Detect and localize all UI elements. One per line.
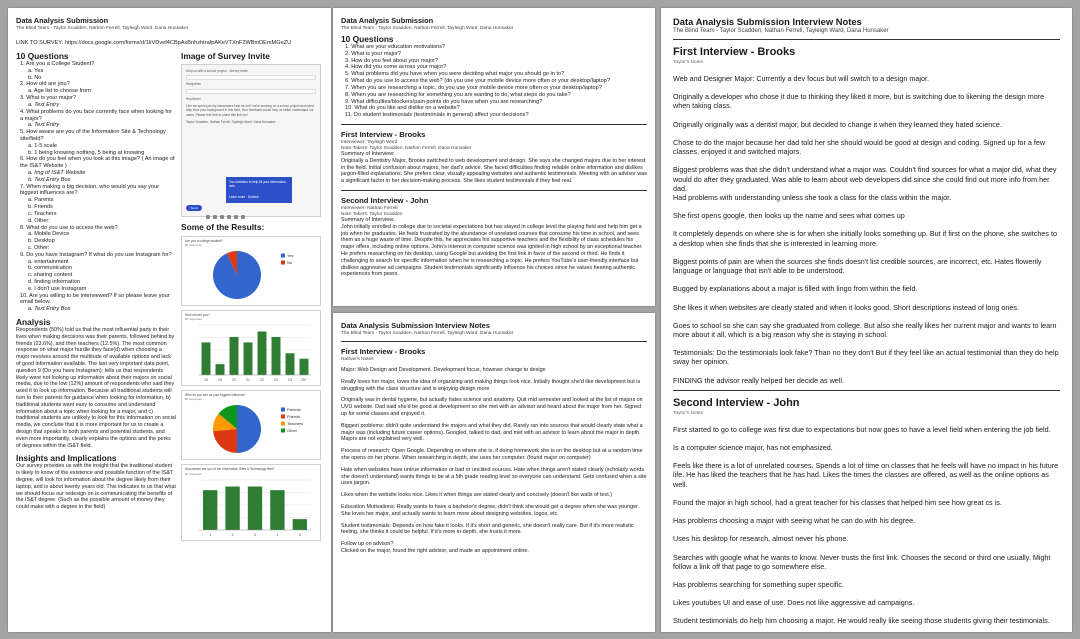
answer-letter: b. — [28, 74, 33, 81]
survey-body: Like we spent just my classmates help us out? we're working on a school project and need help from your background in this field. Your feedback would help us better understand our users. Please feel free to share this link too! — [186, 103, 314, 117]
interview-question-text: What difficulties/blockers/pain points do you have when you are researching? — [351, 98, 543, 105]
note-paragraph: Is a computer science major, has not emphasized. — [673, 443, 833, 453]
first-notes-paragraphs — [673, 74, 1060, 385]
question-number: 4. — [20, 108, 25, 115]
note-paragraph: First started to go to college was first due to expectations but now goes to have a level field when entering the job field. — [673, 424, 1051, 434]
answer-letter: e. — [28, 285, 33, 292]
right-column — [181, 48, 324, 541]
answer-option — [16, 204, 176, 211]
answer-option — [16, 259, 176, 266]
legend-swatch — [281, 422, 285, 426]
doc-title: Data Analysis Submission Interview Notes — [673, 16, 862, 27]
answer-letter: c. — [28, 244, 33, 251]
second-interview-meta: Interviewer: Nathan Ferrell — [341, 205, 398, 211]
note-paragraph: Originally was in dental hygiene, but actually hates science and anatomy. Quit mid semester and looked at the list of majors on UVU website. Dad said she'd be good at development so she met with an advisor and heard about the major from her. Signed up for some classes and enjoyed it. — [341, 397, 643, 417]
second-notes-paragraphs — [673, 425, 1060, 626]
chart-svg — [185, 401, 317, 457]
note-paragraph: Student testimonials do help him choosing a major. He would really like seeing those students giving their testimonials. — [673, 616, 1050, 626]
note-paragraph: Process of research: Open Google. Depending on where she is, if doing homework she is on the desktop but at a random time she opens on her phone. When researching in depth, she uses her computer. (found major on computer) — [341, 448, 643, 461]
tick-label: 19 — [218, 378, 222, 383]
insights-heading: Insights and Implications — [16, 453, 117, 464]
note-paragraph: Likes youtubes UI and ease of use. Does not like aggressive ad campaigns. — [673, 598, 915, 608]
question-item — [16, 95, 176, 102]
notes-by: Taylor's Notes — [673, 60, 703, 65]
interview-question-text: What do you use to access the web? (do you use your mobile device more often or your desktop/laptop? — [351, 78, 610, 85]
answer-text: I don't use Instagram — [34, 285, 87, 292]
tick-label: 21 — [246, 378, 250, 383]
first-interview-meta: Note-Takers: Taylor Scadden, Nathan Ferrell, Dana Hunsaker — [341, 145, 472, 151]
answer-letter: a. — [28, 122, 33, 129]
chart-responses: 56 responses — [185, 317, 202, 322]
bar — [300, 359, 309, 375]
answer-letter: b. — [28, 149, 33, 156]
question-text: Do you have Instagram? If what do you use Instagram for? — [26, 251, 172, 258]
note-paragraph: Chose to do the major because her dad told her she should would be good at design and coding. Signed up for a few classes, enjoyed it and switched majors. — [673, 137, 1046, 157]
note-paragraph: Likes when the website looks nice. Likes it when things are stated clearly and concisely (doesn't like walls of text.) — [341, 492, 612, 499]
results-heading: Some of the Results: — [181, 222, 265, 232]
survey-card — [226, 177, 292, 203]
bar — [225, 486, 239, 529]
question-item — [16, 81, 176, 88]
first-interview-heading: First Interview - Brooks — [341, 347, 426, 356]
interview-question: 2. What is your major? — [345, 50, 401, 57]
note-paragraph: Biggest points of pain are when the sources she finds doesn't list credible sources, are incorrect, etc. Hates flowerily language or language that isn't able to be understood. — [673, 256, 1042, 276]
bar — [203, 490, 217, 530]
legend-label: No — [287, 260, 293, 266]
questions-list — [16, 61, 176, 313]
answer-text: sharing content — [33, 272, 73, 279]
answer-text: 1 being knowing nothing, 5 being at knowing — [34, 149, 145, 156]
question-text: Are you willing to be interviewed? If so please leave your email below. — [20, 292, 170, 306]
tick-label: 24 — [288, 378, 292, 383]
doc-authors: The Blind Team - Taylor Scadden, Nathan Ferrell, Tayleigh Ward, Dana Hunsaker — [16, 26, 189, 31]
answer-text: 1-5 scale — [34, 142, 57, 149]
result-chart — [181, 464, 321, 540]
survey-invite-image — [181, 64, 321, 217]
note-paragraph: Searches with google what he wants to know. Never trusts the first link. Chooses the second or third one usually. Might follow a link off that page to go somewhere else. — [673, 552, 1051, 571]
bar — [216, 364, 225, 375]
first-summary: Originally a Dentistry Major, Brooks switched to web development and design. She says she changed majors due to her interest in the field. Initial confusion about majors, her dad's advice. She faced difficulties finding reliable online information and dislikes jargon-filled explanations. She prefers clear, visually appealing websites and authentic testimonials. Meeting with an advisor was a significant factor in her decision-making process. She likes student testimonials if they feel real. — [341, 157, 647, 185]
interview-question: 9. What difficulties/blockers/pain points do you have when you are researching? — [345, 98, 543, 105]
survey-signature: Taylor Scadden, Nathan Ferrell, Tayleigh Ward, Dana Hunsaker — [186, 119, 276, 124]
note-paragraph: Biggest problems: didn't quite understand the majors and what they did. Rarely ran into sources that would clearly state what a major was (including future career options). Googled, talked to dad, and met with an advisor to learn about the major in depth. Majors are not explained very well. — [341, 422, 643, 443]
question-number: 2. — [20, 81, 25, 88]
summary-label: Summary of Interview: — [341, 150, 395, 157]
answer-option — [16, 150, 176, 157]
answer-option — [16, 272, 176, 279]
chart-responses: 56 responses — [185, 397, 202, 402]
insights-text: Our survey provides us with the insight that the traditional student is likely to know of the existence and possible function of the IS&T degree, will look for information about the degree likely from their laptop, and is about twenty years old. This indicates to us that what we should focus our redesign on is communicating the benefits of the IS&T degree. (Such as the possible amount of money they could make with a degree in the field) — [16, 463, 176, 511]
question-text: What do you use to access the web? — [26, 224, 118, 231]
interview-question-text: When you are researching a topic, do you use your mobile device more often or your desktop/laptop? — [351, 84, 602, 91]
chart-svg — [185, 476, 317, 538]
survey-greeting: Hey there! — [186, 96, 201, 101]
interview-question: 5. What problems did you have when you were deciding what major you should go in to? — [345, 71, 565, 78]
question-number: 6. — [20, 156, 25, 163]
bar — [244, 343, 253, 376]
interview-question-text: What do you like and dislike on a website? — [354, 105, 460, 112]
answer-text: Parents — [34, 197, 54, 204]
answer-option — [16, 231, 176, 238]
first-interview-meta: Interviewer: Tayleigh Ward — [341, 139, 398, 145]
bar — [258, 332, 267, 375]
bar — [286, 354, 295, 376]
results-charts — [181, 236, 324, 541]
question-number: 5. — [20, 129, 25, 136]
answer-letter: b. — [28, 265, 33, 272]
answer-option — [16, 218, 176, 225]
divider — [341, 341, 647, 342]
divider — [341, 190, 647, 191]
note-paragraph: Has problems choosing a major with seeing what he can do with his degree. — [673, 516, 916, 526]
answer-text: finding information — [34, 279, 80, 285]
doc-title: Data Analysis Submission Interview Notes — [341, 321, 490, 330]
tick-label: 2 — [231, 532, 234, 537]
question-item — [16, 156, 176, 170]
answer-text: Teachers — [33, 210, 57, 217]
answer-option — [16, 245, 176, 252]
survey-subject: Help us with a school project - Survey invite — [186, 69, 248, 73]
question-number: 7. — [20, 183, 25, 190]
legend-label: Parents — [287, 407, 301, 413]
second-interview-heading: Second Interview - John — [673, 396, 800, 409]
tick-label: 22 — [260, 378, 264, 383]
interview-question-text: How did you come across your major? — [351, 64, 447, 71]
answer-letter: d. — [28, 279, 33, 285]
note-paragraph: Follow up on advisor? Clicked on the major, found the right advisor, and made an appointment online. — [341, 541, 529, 554]
note-paragraph: She first opens google, then looks up the name and sees what comes up — [673, 211, 905, 221]
answer-text: entertainment — [34, 258, 69, 265]
answer-text: Text Entry Box — [34, 176, 71, 183]
interview-question: 10. What do you like and dislike on a website? — [345, 105, 460, 112]
question-number: 10. — [20, 292, 28, 299]
question-item — [16, 252, 176, 259]
chart-svg — [185, 247, 317, 303]
page-taylor-notes — [661, 8, 1072, 632]
doc-authors: The Blind Team - Taylor Scadden, Nathan Ferrell, Tayleigh Ward, Dana Hunsaker — [341, 331, 514, 336]
answer-option — [16, 306, 176, 313]
interview-questions-list — [341, 44, 647, 119]
pie-slice — [213, 429, 237, 453]
notes-by: Nathan's Notes — [341, 357, 374, 362]
second-summary: John initially enrolled in college due to societal expectations but has stayed in college level the playing field and help him get a job when he graduates. He feels frustrated by the abundance of unrelated courses that consume his time in school, and sees them as a huge waste of time. Despite this, he appreciates his supportive teachers and the flexibility of class schedules his major offers, including online options. John's interest in computer science was ignited in high school by an exceptional teacher. He prefers researching on his desktop, using Google but avoiding the first link in favor of the second or third. He finds it challenging to search for specific information when he is researching a topic. He prefers YouTube's user-friendly interface but dislikes aggressive ad campaigns. Student testimonials significantly influence his choices since he values hearing authentic experiences from peers. — [341, 223, 643, 278]
page-interview-summaries — [333, 8, 655, 306]
answer-option — [16, 122, 176, 129]
answer-option — [16, 143, 176, 150]
question-text: How old are you? — [26, 81, 70, 88]
answer-option — [16, 102, 176, 109]
note-paragraph: Student testimonials: Depends on how fake it looks. If it's short and generic, she doesn't really care. But if it's more realistic feeling, she thinks it could be helpful. If it's more in-depth, she trusts it more. — [341, 522, 634, 536]
answer-text: Yes — [34, 67, 44, 74]
interview-question: 4. How did you come across your major? — [345, 64, 447, 71]
answer-letter: a. — [28, 88, 33, 95]
survey-card-learn: Learn more — [229, 194, 246, 199]
answer-letter: a. — [28, 142, 33, 149]
note-paragraph: Originally originally was a dentist major, but decided to change it when they learned they hated science. — [673, 119, 1002, 129]
tick-label: 23 — [274, 378, 278, 383]
bar — [202, 343, 211, 376]
divider — [673, 390, 1060, 391]
page-nathan-notes — [333, 313, 655, 632]
doc-title: Data Analysis Submission — [341, 16, 434, 25]
answer-text: Img of IS&T Website — [34, 170, 86, 176]
notes-by: Taylor's Notes — [673, 410, 703, 416]
note-paragraph: Biggest problems was that she didn't understand what a major was. Couldn't find sources for what a major did, what they would do after they graduated. Was able to learn about web developers did since she could find out more info from her dad. Had problems with understanding unless she took a class for the class within the major. — [673, 165, 1057, 202]
answer-option — [16, 177, 176, 184]
interview-question-text: What is your major? — [351, 50, 401, 57]
tick-label: 4 — [276, 532, 279, 537]
note-paragraph: She likes it when websites are clearly stated and when it looks good. Short descriptions instead of long ones. — [673, 302, 1019, 312]
survey-link[interactable]: LINK TO SURVEY: https://docs.google.com/forms/d/1kVDvef4CBpAxBnhzhtrafpAKeVTXnF2WBmDEmMGeZU — [16, 40, 292, 46]
answer-letter: b. — [28, 204, 33, 211]
question-number: 1. — [20, 61, 25, 67]
answer-option — [16, 75, 176, 82]
survey-card-decline: Decline — [247, 194, 259, 199]
question-text: How do you feel when you look at this image? ( An image of the IS&T Website ) — [20, 156, 175, 170]
question-text: Are you a College Student? — [25, 61, 95, 67]
answer-option — [16, 286, 176, 293]
chart-svg — [185, 321, 317, 383]
note-paragraph: It completely depends on where she is for when she initially looks something up. But if first on the phone, she switches to a desktop when she finds that she is interested in learning more. — [673, 229, 1057, 248]
legend-swatch — [281, 429, 285, 433]
answer-text: Age list to choose from — [33, 88, 91, 95]
note-paragraph: Goes to school so she can say she graduated from college. But also she really likes her current major and wants to learn more about it all, which is a big reason why she is staying in school. — [673, 320, 1057, 339]
answer-option — [16, 170, 176, 177]
result-chart — [181, 236, 321, 306]
legend-label: Yes — [287, 253, 294, 259]
bar — [293, 519, 307, 530]
question-text: What is your major? — [26, 95, 76, 102]
chart-responses: 56 responses — [185, 243, 202, 248]
interview-question: 1. What are your education motivations? — [345, 44, 446, 50]
survey-to: Recipients — [186, 82, 201, 87]
first-interview-heading: First Interview - Brooks — [673, 46, 796, 58]
answer-text: No — [34, 74, 42, 81]
answer-letter: a. — [28, 306, 33, 313]
note-paragraph: Uses his desktop for research, almost never his phone. — [673, 534, 849, 544]
survey-toolbar — [206, 206, 276, 210]
answer-option — [16, 265, 176, 272]
questions-heading: 10 Questions — [341, 34, 394, 44]
bar — [248, 486, 262, 529]
survey-field — [186, 89, 316, 94]
note-paragraph: FINDING the advisor really helped her decide as well. — [673, 375, 844, 385]
chart-question: Are you a college student? — [185, 239, 223, 243]
survey-card-text: You invitation to help fill your information sets — [229, 180, 286, 189]
answer-text: Text Entry — [34, 122, 60, 129]
summary-label: Summary of Interview: — [341, 216, 395, 223]
answer-letter: a. — [28, 231, 33, 238]
answer-option — [16, 279, 176, 286]
answer-text: Other: — [33, 244, 50, 251]
result-chart — [181, 390, 321, 460]
answer-text: Text Entry — [34, 101, 60, 108]
note-paragraph: Bugged by explanations about a major is filled with lingo from within the field. — [673, 284, 918, 294]
answer-letter: c. — [28, 272, 33, 279]
note-paragraph: Testimonials: Do the testimonials look fake? Than no they don't But if they feel like an actual testimonial than they do help sway her opinion. — [673, 348, 1059, 367]
legend-swatch — [281, 415, 285, 419]
pie-slice — [237, 405, 261, 453]
question-text: What problems do you face currently face when looking for a major? — [20, 108, 172, 122]
interview-question: 8. When you are researching for something you are wanting to do, what steps do you take? — [345, 91, 571, 98]
interview-question-text: How do you feel about your major? — [351, 57, 438, 64]
interview-question-text: Do student testimonials (testimonials in general) affect your decisions? — [353, 112, 529, 119]
note-paragraph: Major: Web Design and Development. Development focus, however change to design — [341, 367, 546, 373]
answer-text: Mobile Device — [34, 231, 70, 238]
tick-label: 1 — [209, 532, 212, 537]
interview-question-text: What problems did you have when you were deciding what major you should go in to? — [351, 71, 565, 78]
answer-option — [16, 88, 176, 95]
analysis-heading: Analysis — [16, 317, 51, 328]
legend-swatch — [281, 254, 285, 258]
interview-question: 11. Do student testimonials (testimonials in general) affect your decisions? — [345, 112, 529, 119]
doc-authors: The Blind Team - Taylor Scadden, Nathan Ferrell, Tayleigh Ward, Dana Hunsaker — [673, 28, 889, 34]
interview-question: 3. How do you feel about your major? — [345, 57, 438, 64]
legend-swatch — [281, 261, 285, 265]
answer-option — [16, 238, 176, 245]
note-paragraph: Education Motivations: Really wants to have a bachelor's degree, didn't think she would get a degree when she was younger. She loves her major, and actually wants to learn more about designing websites, logos, etc. — [341, 503, 640, 517]
tick-label: 18 — [204, 378, 208, 383]
chart-question: How aware are you of the Information Sites & Technology field? — [185, 467, 275, 472]
note-paragraph: Has problems searching for something super specific. — [673, 580, 844, 589]
divider — [673, 39, 1060, 40]
answer-letter: a. — [28, 67, 33, 74]
second-interview-heading: Second Interview - John — [341, 195, 429, 205]
answer-letter: d. — [28, 217, 33, 224]
answer-letter: b. — [28, 176, 33, 183]
answer-letter: a. — [28, 197, 33, 204]
note-paragraph: Feels like there is a lot of unrelated courses. Spends a lot of time on classes that he feels will have no impact in his future life. He has liked the teachers that he has had. Likes the times the classes are offered, as well as the online options as well. — [673, 461, 1059, 489]
answer-text: Other: — [34, 217, 50, 224]
interview-question-text: When you are researching for something you are wanting to do, what steps do you take? — [351, 91, 571, 98]
tick-label: 25+ — [300, 378, 308, 383]
legend-swatch — [281, 408, 285, 412]
legend-label: Teachers — [287, 421, 304, 427]
question-text: When making a big decision, who would you say your biggest influences are? — [20, 183, 160, 197]
notes-paragraphs — [341, 367, 647, 555]
question-item — [16, 225, 176, 232]
survey-send-button: Send — [186, 205, 202, 211]
image-heading: Image of Survey Invite — [181, 51, 270, 61]
question-item — [16, 129, 176, 143]
answer-text: communication — [34, 265, 72, 272]
question-item — [16, 293, 176, 307]
question-number: 9. — [20, 251, 25, 258]
chart-question: Who do you see as your biggest influence? — [185, 393, 246, 398]
note-paragraph: Really loves her major, loves the idea of organizing and making things look nice. Initially thought she'd like development but is struggling with the class structure and is enjoying design more — [341, 378, 641, 392]
tick-label: 5 — [298, 532, 301, 537]
answer-text: Desktop — [34, 238, 55, 245]
answer-text: Text Entry Box — [34, 306, 71, 313]
note-paragraph: Found the major in high school, had a great teacher for his classes that helped him see how great cs is. — [673, 497, 1002, 507]
doc-title: Data Analysis Submission — [16, 16, 109, 25]
question-text: How aware are you of the Information Site & Technology site/field? — [20, 129, 166, 142]
answer-text: Friends — [34, 204, 53, 211]
legend-label: Other — [287, 428, 298, 434]
answer-letter: b. — [28, 238, 33, 245]
answer-letter: c. — [28, 210, 33, 217]
answer-letter: a. — [28, 258, 33, 265]
result-chart — [181, 310, 321, 386]
bar — [272, 337, 281, 375]
questions-heading: 10 Questions — [16, 51, 69, 61]
answer-option — [16, 68, 176, 75]
left-column — [16, 48, 176, 511]
page-survey-analysis — [8, 8, 331, 632]
answer-letter: a. — [28, 170, 33, 176]
legend-label: Friends — [287, 414, 301, 420]
interview-question-text: What are your education motivations? — [351, 44, 446, 50]
tick-label: 3 — [254, 532, 256, 537]
first-interview-heading: First Interview - Brooks — [341, 129, 426, 139]
note-paragraph: Originally a developer who chose it due to thinking they liked it more, but is switching due to likening the design more when taking class. — [673, 92, 1045, 111]
chart-question: How old are you? — [185, 313, 210, 318]
question-item — [16, 109, 176, 123]
note-paragraph: Web and Designer Major: Currently a dev focus but will switch to a design major. — [673, 74, 929, 83]
answer-letter: a. — [28, 101, 33, 108]
question-item — [16, 61, 176, 68]
interview-question: 7. When you are researching a topic, do you use your mobile device more often or your desktop/laptop? — [345, 84, 602, 91]
answer-option — [16, 211, 176, 218]
answer-option — [16, 197, 176, 204]
divider — [341, 124, 647, 125]
question-item — [16, 184, 176, 198]
chart-responses: 56 responses — [185, 471, 202, 476]
bar — [270, 490, 284, 530]
interview-question: 6. What do you use to access the web? (do you use your mobile device more often or your desktop/laptop? — [345, 78, 610, 85]
bar — [230, 337, 239, 375]
question-number: 8. — [20, 224, 25, 231]
question-number: 3. — [20, 95, 25, 102]
doc-authors: The Blind Team - Taylor Scadden, Nathan Ferrell, Tayleigh Ward, Dana Hunsaker — [341, 26, 514, 31]
survey-field — [186, 75, 316, 80]
analysis-text: Respondents (50%) told us that the most influential party in their lives when making decisions was their parents, followed behind by friends (23.6%), and then teachers (12.5%). The most common response on what major hurdle they face(d) when choosing a major revolves around the multitude of available options and lack of good information available. The last very important data point, question 9 (Do you have Instagram); tells us that respondents likely were not looking up information about their majors on social media, due to the low (12%) amount of respondents who said they used it to look up information. Because all traditional students will turn to their parents for guidance when looking for information, b) traditional students want easy to consume and understand information about a topic when looking for a major, and c) traditional students are unlikely to look for this information on social media, we conclude that it is more important for us to create a design that speaks to both parents and potential students, and even more importantly, clearly explains the options and the perks of degrees within the IS&T field. — [16, 327, 177, 449]
second-interview-meta: Note-Takers: Taylor Scadden — [341, 211, 403, 217]
tick-label: 20 — [232, 378, 236, 383]
note-paragraph: Hate when websites have untrue information or bad or unciited sources. Hate when things aren't stated clearly (scholarly words she doesn't understand) wants things to be at a 5th grade reading level so everyone can understand. Gets confused when a site uses jargon. — [341, 466, 647, 487]
